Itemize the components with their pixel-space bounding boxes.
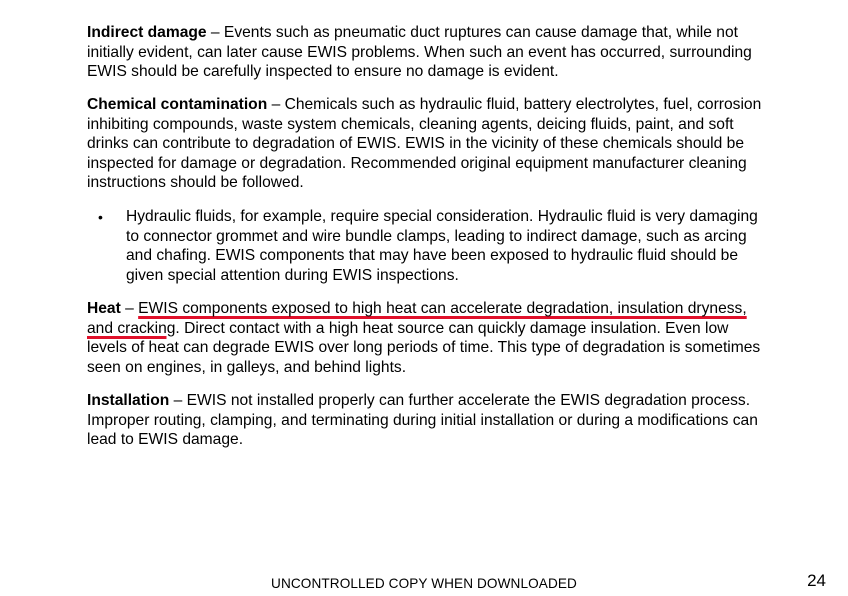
bullet-hydraulic-fluids: Hydraulic fluids, for example, require special consideration. Hydraulic fluid is very damaging to connector grommet and wire bundle clamps, leading to indirect damage, such as arcing and chafing. EWIS components that may have been exposed to hydraulic fluid should be given special attention during EWIS inspections. xyxy=(126,208,758,284)
heat-dash: – xyxy=(120,300,139,317)
bullet-marker: • xyxy=(98,209,103,225)
page-number: 24 xyxy=(807,571,826,590)
text-installation: – EWIS not installed properly can further accelerate the EWIS degradation process. Improper routing, clamping, and terminating during initial installation or during a modifications can lead to EWIS damage. xyxy=(87,392,758,449)
paragraph-heat xyxy=(87,299,767,377)
text-chemical-contamination: – Chemicals such as hydraulic fluid, battery electrolytes, fuel, corrosion inhibiting compounds, waste system chemicals, cleaning agents, deicing fluids, paint, and soft drinks can contribute to degradation of EWIS. EWIS in the vicinity of these chemicals should be inspected for damage or degradation. Recommended original equipment manufacturer cleaning instructions should be followed. xyxy=(87,96,762,192)
heading-chemical-contamination: Chemical contamination xyxy=(87,96,268,113)
highlighted-heat-text: EWIS components exposed to high heat can accelerate degradation, insulation dryness, and cracking xyxy=(87,300,747,337)
text-heat: . Direct contact with a high heat source can quickly damage insulation. Even low levels of heat can degrade EWIS over long periods of time. This type of degradation is sometimes seen on engines, in galleys, and behind lights. xyxy=(87,319,761,376)
text-indirect-damage: – Events such as pneumatic duct ruptures can cause damage that, while not initially evident, can later cause EWIS problems. When such an event has occurred, surrounding EWIS should be carefully inspected to ensure no damage is evident. xyxy=(87,24,752,81)
heading-heat: Heat xyxy=(87,300,121,317)
paragraph-chemical-contamination xyxy=(87,95,767,193)
paragraph-indirect-damage xyxy=(87,23,767,82)
heading-indirect-damage: Indirect damage xyxy=(87,24,207,41)
heading-installation: Installation xyxy=(87,392,170,409)
paragraph-installation xyxy=(87,391,767,450)
footer-notice: UNCONTROLLED COPY WHEN DOWNLOADED xyxy=(271,576,577,591)
